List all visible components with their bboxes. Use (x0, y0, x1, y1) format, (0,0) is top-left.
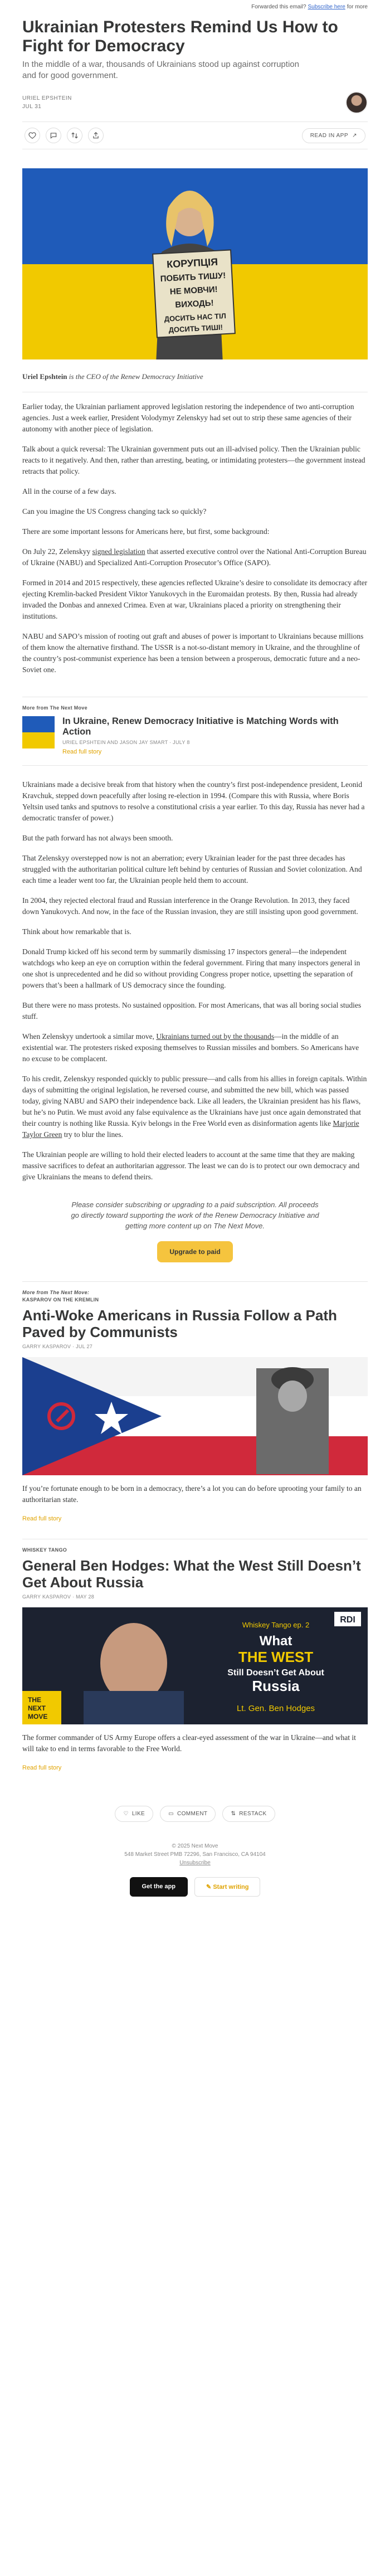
paragraph: NABU and SAPO’s mission of rooting out graft and abuses of power is important to Ukrainians because millions of them know the alternative firsthand. The USSR is a not-so-distant memory in Ukraine, and the throughline of the country’s post-communist experience has been a tension between a prosperous, democratic future and a neo-Soviet one. (22, 632, 364, 674)
paragraph: The Ukrainian people are willing to hold their elected leaders to account at the same time that they are making massive sacrifices to defeat an authoritarian aggressor. The least we can do is to protect our own democracy and give Ukrainians the means to defend theirs. (22, 1150, 360, 1181)
related-post-card[interactable] (22, 697, 368, 766)
pen-icon: ✎ (206, 1884, 213, 1890)
video-thumbnail (22, 1607, 368, 1724)
thumb-line-4: Russia (252, 1678, 300, 1694)
footer-info (22, 1842, 368, 1867)
like-button[interactable] (25, 128, 40, 143)
post-excerpt: If you’re fortunate enough to be born in a democracy, there’s a lot you can do before uprooting your family to an authoritarian state. (22, 1484, 362, 1504)
thumb-line-3: Still Doesn’t Get About (227, 1668, 324, 1678)
caption-name: Uriel Epshtein (22, 372, 67, 381)
post-title[interactable]: Anti-Woke Americans in Russia Follow a Path Paved by Communists (22, 1307, 337, 1340)
paragraph: Donald Trump kicked off his second term by summarily dismissing 17 inspectors general—the independent watchdogs who keep an eye on corruption within the federal government. Firing that many inspectors general in one shot is unprecedented and he did so without providing Congress proper notice, upsetting the separation of powers that’s been a hallmark of US democracy since the founding. (22, 947, 360, 989)
badge-line-2: NEXT (28, 1704, 46, 1712)
author-avatar[interactable] (345, 91, 368, 114)
unsubscribe-link[interactable]: Unsubscribe (179, 1860, 211, 1866)
more-from-label: More from The Next Move: (22, 1290, 90, 1295)
footer-buttons (22, 1877, 368, 1897)
article-subtitle: In the middle of a war, thousands of Ukrainians stood up against corruption and for good government. (22, 60, 299, 80)
paragraph: But the path forward has not always been smooth. (22, 834, 173, 842)
read-full-story-link[interactable]: Read full story (22, 1515, 62, 1522)
paragraph: Earlier today, the Ukrainian parliament approved legislation restoring the independence of two anti-corruption agencies. Just a week earlier, President Volodymyr Zelenskyy had set out to strip these same agencies of their autonomy with another piece of legislation. (22, 402, 354, 433)
paragraph: In 2004, they rejected electoral fraud and Russian interference in the Orange Revolution. In 2013, they faced down Yanukovych. And now, in the face of the Russian invasion, they are still insisting upon good government. (22, 896, 358, 916)
footer-comment-button[interactable]: ▭ COMMENT (160, 1806, 216, 1822)
footer-like-button[interactable]: ♡ LIKE (115, 1806, 153, 1822)
post-meta: GARRY KASPAROV · MAY 28 (22, 1594, 95, 1600)
image-caption (22, 372, 368, 382)
address: 548 Market Street PMB 72296, San Francisco, CA 94104 (124, 1851, 266, 1858)
heart-icon (28, 132, 36, 139)
heart-icon: ♡ (123, 1811, 129, 1817)
read-in-app-label: READ IN APP (310, 132, 348, 139)
recommended-post-1[interactable] (22, 1281, 368, 1522)
paragraph: When Zelenskyy undertook a similar move, Ukrainians turned out by the thousands—in the middle of an existential war. The protesters risked exposing themselves to Russian missiles and bombers. So Americans have no excuse to be complacent. (22, 1032, 359, 1063)
post-meta: GARRY KASPAROV · JUL 27 (22, 1344, 93, 1349)
sign-line-6: ДОСИТЬ ТИШІ! (168, 323, 223, 334)
signed-legislation-link[interactable]: signed legislation (92, 547, 145, 556)
post-image[interactable] (22, 1357, 368, 1475)
hero-image[interactable] (22, 168, 368, 359)
paragraph: Think about how remarkable that is. (22, 927, 131, 936)
start-writing-button[interactable]: ✎ Start writing (194, 1877, 260, 1897)
forward-banner (0, 0, 390, 13)
thumb-line-1: What (259, 1634, 292, 1649)
subscribe-link[interactable]: Subscribe here (308, 3, 345, 10)
flag-illustration (22, 1357, 368, 1475)
share-button[interactable] (88, 128, 104, 143)
copyright: © 2025 Next Move (172, 1843, 218, 1849)
comment-icon: ▭ (168, 1811, 174, 1817)
paragraph: Can you imagine the US Congress changing tack so quickly? (22, 507, 207, 516)
sign-line-1: КОРУПЦІЯ (166, 256, 218, 270)
post-date: JUL 31 (22, 104, 42, 110)
get-the-app-button[interactable]: Get the app (130, 1877, 188, 1897)
post-action-bar (22, 121, 368, 149)
read-in-app-button[interactable] (302, 128, 365, 143)
post-section: WHISKEY TANGO (22, 1547, 67, 1553)
thumb-line-2: THE WEST (238, 1649, 314, 1665)
sign-line-4: ВИХОДЬ! (174, 298, 214, 310)
related-meta: URIEL EPSHTEIN AND JASON JAY SMART · JULY 8 (62, 740, 190, 745)
subscribe-text: Please consider subscribing or upgrading to a paid subscription. All proceeds go directly toward supporting the work of the Renew Democracy Initiative and getting more content up on The Next Move. (71, 1200, 319, 1230)
sign-line-5: ДОСИТЬ НАС ТІЛ (164, 312, 227, 323)
post-excerpt: The former commander of US Army Europe offers a clear-eyed assessment of the war in Ukraine—and what it will take to end in terms favorable to the Free World. (22, 1733, 356, 1753)
related-label: More from The Next Move (22, 705, 87, 711)
share-icon (92, 132, 100, 139)
paragraph: On July 22, Zelenskyy signed legislation that asserted executive control over the National Anti-Corruption Bureau of Ukraine (NABU) and Specialized Anti-Corruption Prosecutor’s Office (SAPO). (22, 547, 367, 567)
external-link-icon: ↗ (352, 132, 357, 139)
paragraph: Talk about a quick reversal: The Ukrainian government puts out an ill-advised policy. Then the Ukrainian public reacts to it negatively. And then, rather than arresting, beating, or intimidating protesters—the government instead retracts that policy. (22, 445, 365, 475)
thumb-guest: Lt. Gen. Ben Hodges (236, 1704, 315, 1713)
post-image[interactable] (22, 1607, 368, 1724)
protester-illustration (22, 168, 368, 359)
paragraph: All in the course of a few days. (22, 487, 116, 495)
restack-icon: ⇅ (231, 1811, 236, 1817)
comment-button[interactable] (46, 128, 61, 143)
paragraph: But there were no mass protests. No sustained opposition. For most Americans, that was all boring social studies stuff. (22, 1001, 362, 1020)
forward-banner-text: Forwarded this email? (251, 3, 306, 10)
post-title[interactable]: General Ben Hodges: What the West Still Doesn’t Get About Russia (22, 1557, 361, 1591)
paragraph: To his credit, Zelenskyy responded quickly to public pressure—and calls from his allies in foreign capitals. Within days of submitting the original legislation, he reversed course, and submitted the new bill, which was passed today, giving NABU and SAPO their independence back. Like all leaders, the Ukrainian president has his flaws, but he’s no Putin. We must avoid any false equivalence as the Ukrainians have just once again demonstrated that their country is nothing like Russia. Kyiv belongs in the Free World even as disinformation agents like Marjorie Taylor Green try to blur the lines. (22, 1075, 367, 1139)
caption-rest: is the CEO of the Renew Democracy Initiative (67, 372, 203, 381)
article-title[interactable]: Ukrainian Protesters Remind Us How to Fight for Democracy (22, 18, 338, 55)
subscribe-callout (22, 1199, 368, 1262)
article-body-continued (22, 779, 368, 1183)
comment-icon (50, 132, 57, 139)
paragraph: Ukrainians made a decisive break from that history when the country’s first post-independence president, Leonid Kravchuk, stepped down peacefully after losing re-election in 1994. (Compare this with Russia, where Boris Yeltsin used tanks and sputnovs to resolve a constitutional crisis a year earlier. To this day, Russia has never had a democratic transfer of power.) (22, 780, 365, 822)
paragraph: That Zelenskyy overstepped now is not an aberration; every Ukrainian leader for the past three decades has struggled with the authoritarian political culture left behind by centuries of Russian and Soviet colonization. And each time a leader went too far, the Ukrainian people held them to account. (22, 854, 362, 884)
badge-line-1: THE (28, 1696, 41, 1704)
article-body (22, 401, 368, 675)
post-section: KASPAROV ON THE KREMLIN (22, 1297, 99, 1302)
footer-restack-button[interactable]: ⇅ RESTACK (222, 1806, 275, 1822)
paragraph: There are some important lessons for Americans here, but first, some background: (22, 527, 270, 536)
byline (22, 91, 368, 114)
forward-banner-suffix: for more (347, 3, 368, 10)
sign-line-3: НЕ МОВЧИ! (169, 284, 218, 297)
ukrainians-turned-out-link[interactable]: Ukrainians turned out by the thousands (156, 1032, 275, 1041)
badge-line-3: MOVE (28, 1713, 48, 1720)
mtg-link[interactable]: Marjorie Taylor Green (22, 1119, 359, 1139)
upgrade-to-paid-button[interactable]: Upgrade to paid (157, 1241, 232, 1262)
rdi-logo: RDI (340, 1615, 355, 1625)
footer-actions (22, 1806, 368, 1822)
show-name: Whiskey Tango ep. 2 (242, 1621, 310, 1629)
restack-button[interactable] (67, 128, 82, 143)
related-thumbnail[interactable] (22, 716, 55, 749)
related-read-link[interactable]: Read full story (62, 749, 102, 755)
paragraph: Formed in 2014 and 2015 respectively, these agencies reflected Ukraine’s desire to consolidate its democracy after ejecting Kremlin-backed President Viktor Yanukovych in the Euromaidan protests. By then, Russia had already invaded the Donbas and annexed Crimea. Even at war, Ukrainians placed a priority on strengthening their institutions. (22, 579, 368, 620)
sign-line-2: ПОБИТЬ ТИШУ! (160, 270, 226, 284)
read-full-story-link[interactable]: Read full story (22, 1765, 62, 1771)
recommended-post-2[interactable] (22, 1539, 368, 1771)
author-name[interactable]: URIEL EPSHTEIN (22, 95, 72, 101)
related-title[interactable]: In Ukraine, Renew Democracy Initiative is Matching Words with Action (62, 716, 339, 737)
restack-icon (71, 132, 79, 139)
